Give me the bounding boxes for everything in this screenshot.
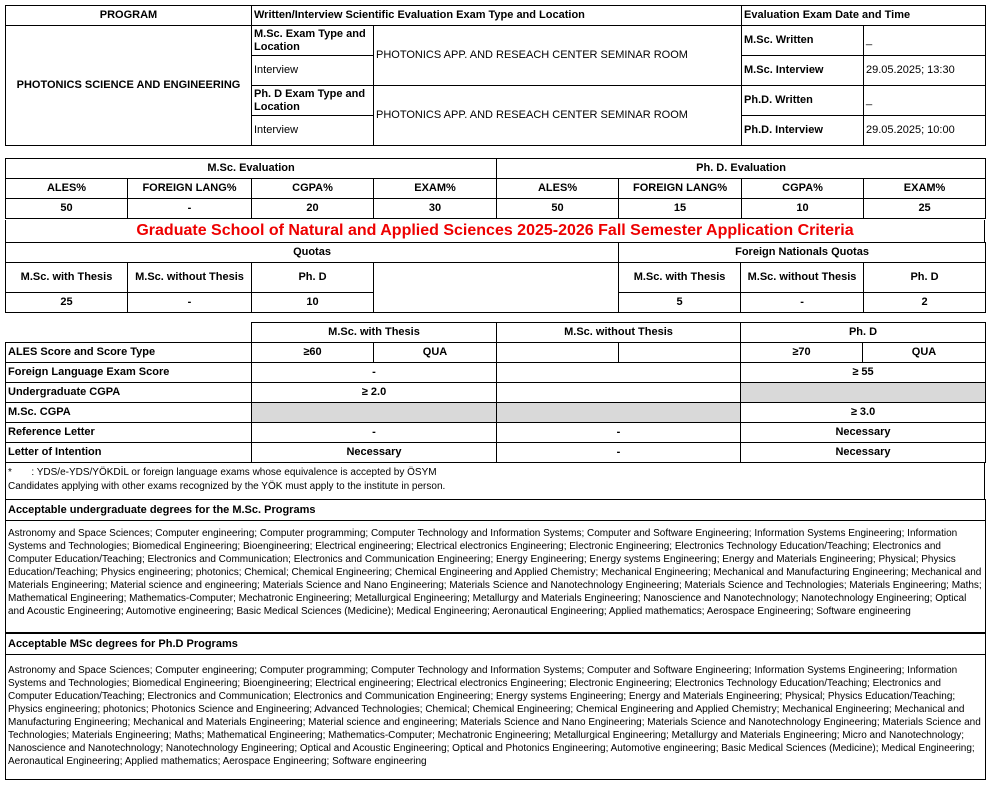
criteria-col-phd: Ph. D	[741, 323, 986, 343]
msc-written-date: _	[864, 26, 986, 56]
foreign-lang-msc-nt	[497, 363, 741, 383]
note-star: *	[8, 467, 12, 478]
quotas-title: Quotas	[6, 243, 619, 263]
ales-label: ALES Score and Score Type	[6, 343, 252, 363]
eval-col-header: ALES%	[6, 179, 128, 199]
ales-msc-nt-score	[497, 343, 619, 363]
phd-degrees-text: Astronomy and Space Sciences; Computer engineering; Computer programming; Computer Technology and Information Systems; Computer and Software Engineering; Information Systems Engineering; Information Systems and Technologies; Biomedical Engineering; Bioengineering; Electrical engineering; Electrical electronics Engineering; Electronic Engineering; Electronics Technology Education/Teaching; Electronics and Computer Education/Teaching; Electronics and Communication; Electronics and Communication Engineering; Energy systems Engineering; Energy and Materials Engineering; Physical; Physics Education/Teaching; Physics engineering; photonics; Photonics Science and Engineering; Advanced Technologies; Chemical; Chemical Engineering; Chemical Engineering and Applied Chemistry; Mechanical Engineering; Mechanical and Manufacturing Engineering; Mechanical and Materials Engineering; Material science and engineering; Materials Science and Nano Engineering; Materials Science and Nanotechnology Engineering; Materials Science and Technologies; Materials Engineering; Maths; Mathematical Engineering; Mathematics-Computer; Mechatronic Engineering; Metallurgical Engineering; Metallurgy and Materials Engineering; Micro and Nanotechnology; Nanoscience and Nanotechnology; Nanotechnology Engineering; Optical and Acoustic Engineering; Optical and Photonics Engineering; Automotive engineering; Basic Medical Sciences (Medicine); Medical Engineering; Aeronautical Engineering; Applied mathematics; Aerospace Engineering; Software engineering	[6, 655, 986, 780]
msc-cgpa-msc-nt	[497, 403, 741, 423]
program-header: PROGRAM	[6, 6, 252, 26]
phd-exam-label: Ph. D Exam Type and Location	[252, 86, 374, 116]
quota-value: 10	[252, 293, 374, 313]
phd-degrees-table	[5, 633, 986, 780]
eval-value: 25	[864, 199, 986, 219]
foreign-lang-msc: -	[252, 363, 497, 383]
msc-location: PHOTONICS APP. AND RESEACH CENTER SEMINAR ROOM	[374, 26, 742, 86]
ales-msc-nt-type	[619, 343, 741, 363]
note-text-1: : YDS/e-YDS/YÖKDİL or foreign language exams whose equivalence is accepted by ÖSYM	[31, 467, 437, 478]
msc-cgpa-msc	[252, 403, 497, 423]
intention-letter-label: Letter of Intention	[6, 443, 252, 463]
criteria-title: Graduate School of Natural and Applied Sciences 2025-2026 Fall Semester Application Criteria	[5, 220, 985, 242]
foreign-quota-col-header: M.Sc. with Thesis	[619, 263, 741, 293]
quota-col-header: M.Sc. without Thesis	[128, 263, 252, 293]
phd-interview-label: Ph.D. Interview	[742, 116, 864, 146]
ug-cgpa-msc: ≥ 2.0	[252, 383, 497, 403]
msc-cgpa-label: M.Sc. CGPA	[6, 403, 252, 423]
ug-cgpa-msc-nt	[497, 383, 741, 403]
msc-exam-label: M.Sc. Exam Type and Location	[252, 26, 374, 56]
criteria-table	[5, 322, 986, 463]
notes	[5, 463, 985, 499]
ug-cgpa-label: Undergraduate CGPA	[6, 383, 252, 403]
reference-letter-phd: Necessary	[741, 423, 986, 443]
exam-info-table	[5, 5, 986, 146]
intention-letter-msc-nt: -	[497, 443, 741, 463]
exam-type-location-header: Written/Interview Scientific Evaluation Exam Type and Location	[252, 6, 742, 26]
quota-col-header: M.Sc. with Thesis	[6, 263, 128, 293]
foreign-quota-value: 2	[864, 293, 986, 313]
msc-interview-date: 29.05.2025; 13:30	[864, 56, 986, 86]
eval-value: 50	[497, 199, 619, 219]
phd-interview-date: 29.05.2025; 10:00	[864, 116, 986, 146]
program-name: PHOTONICS SCIENCE AND ENGINEERING	[6, 26, 252, 146]
phd-exam-type: Interview	[252, 116, 374, 146]
ales-phd-type: QUA	[863, 343, 986, 363]
ales-msc-score: ≥60	[252, 343, 374, 363]
eval-col-header: CGPA%	[742, 179, 864, 199]
foreign-quotas-title: Foreign Nationals Quotas	[619, 243, 986, 263]
foreign-quota-value: 5	[619, 293, 741, 313]
eval-col-header: FOREIGN LANG%	[128, 179, 252, 199]
msc-interview-label: M.Sc. Interview	[742, 56, 864, 86]
note-line-2: Candidates applying with other exams recognized by the YÖK must apply to the institute in person.	[8, 481, 446, 492]
quota-value: 25	[6, 293, 128, 313]
quota-gap-cell	[374, 263, 619, 313]
quota-value: -	[128, 293, 252, 313]
eval-value: -	[128, 199, 252, 219]
phd-written-date: _	[864, 86, 986, 116]
reference-letter-msc-nt: -	[497, 423, 741, 443]
eval-value: 50	[6, 199, 128, 219]
intention-letter-msc: Necessary	[252, 443, 497, 463]
ales-msc-type: QUA	[374, 343, 497, 363]
msc-degrees-title: Acceptable undergraduate degrees for the M.Sc. Programs	[6, 500, 986, 521]
quotas-table	[5, 242, 986, 313]
foreign-quota-col-header: M.Sc. without Thesis	[741, 263, 864, 293]
eval-value: 15	[619, 199, 742, 219]
note-line-1	[8, 466, 982, 480]
ug-cgpa-phd	[741, 383, 986, 403]
phd-written-label: Ph.D. Written	[742, 86, 864, 116]
criteria-corner	[6, 323, 252, 343]
quota-col-header: Ph. D	[252, 263, 374, 293]
criteria-col-msc-nothesis: M.Sc. without Thesis	[497, 323, 741, 343]
evaluation-table	[5, 158, 986, 219]
phd-location: PHOTONICS APP. AND RESEACH CENTER SEMINAR ROOM	[374, 86, 742, 146]
msc-written-label: M.Sc. Written	[742, 26, 864, 56]
foreign-quota-value: -	[741, 293, 864, 313]
msc-degrees-text: Astronomy and Space Sciences; Computer engineering; Computer programming; Computer Technology and Information Systems; Computer and Software Engineering; Information Systems Engineering; Information Systems and Technologies; Biomedical Engineering; Bioengineering; Electrical engineering; Electrical electronics Engineering; Electronic Engineering; Electronics Technology Education/Teaching; Electronics and Computer Education/Teaching; Electronics and Communication; Electronics and Communication Engineering; Energy Engineering; Energy systems Engineering; Energy and Materials Engineering; Physical; Physics Education/Teaching; Physics engineering; photonics; Chemical; Chemical Engineering; Chemical Engineering and Applied Chemistry; Mechanical Engineering; Mechanical and Manufacturing Engineering; Mechanical and Materials Engineering; Material science and engineering; Materials Science and Nano Engineering; Materials Science and Nanotechnology Engineering; Materials Science and Technologies; Materials Engineering; Maths; Mathematical Engineering; Mathematics-Computer; Mechatronic Engineering; Metallurgical Engineering; Metallurgy and Materials Engineering; Nanoscience and Nanotechnology; Nanotechnology Engineering; Optical and Acoustic Engineering; Automotive engineering; Basic Medical Sciences (Medicine); Medical Engineering; Aeronautical Engineering; Applied mathematics; Aerospace Engineering; Software engineering	[6, 521, 986, 633]
msc-degrees-table	[5, 499, 986, 633]
msc-evaluation-title: M.Sc. Evaluation	[6, 159, 497, 179]
msc-cgpa-phd: ≥ 3.0	[741, 403, 986, 423]
eval-col-header: EXAM%	[864, 179, 986, 199]
eval-value: 20	[252, 199, 374, 219]
eval-col-header: ALES%	[497, 179, 619, 199]
eval-value: 30	[374, 199, 497, 219]
phd-evaluation-title: Ph. D. Evaluation	[497, 159, 986, 179]
reference-letter-msc: -	[252, 423, 497, 443]
foreign-quota-col-header: Ph. D	[864, 263, 986, 293]
eval-col-header: FOREIGN LANG%	[619, 179, 742, 199]
ales-phd-score: ≥70	[741, 343, 863, 363]
reference-letter-label: Reference Letter	[6, 423, 252, 443]
exam-date-time-header: Evaluation Exam Date and Time	[742, 6, 986, 26]
phd-degrees-title: Acceptable MSc degrees for Ph.D Programs	[6, 634, 986, 655]
criteria-col-msc-thesis: M.Sc. with Thesis	[252, 323, 497, 343]
eval-col-header: CGPA%	[252, 179, 374, 199]
foreign-lang-phd: ≥ 55	[741, 363, 986, 383]
intention-letter-phd: Necessary	[741, 443, 986, 463]
msc-exam-type: Interview	[252, 56, 374, 86]
eval-col-header: EXAM%	[374, 179, 497, 199]
eval-value: 10	[742, 199, 864, 219]
foreign-lang-label: Foreign Language Exam Score	[6, 363, 252, 383]
